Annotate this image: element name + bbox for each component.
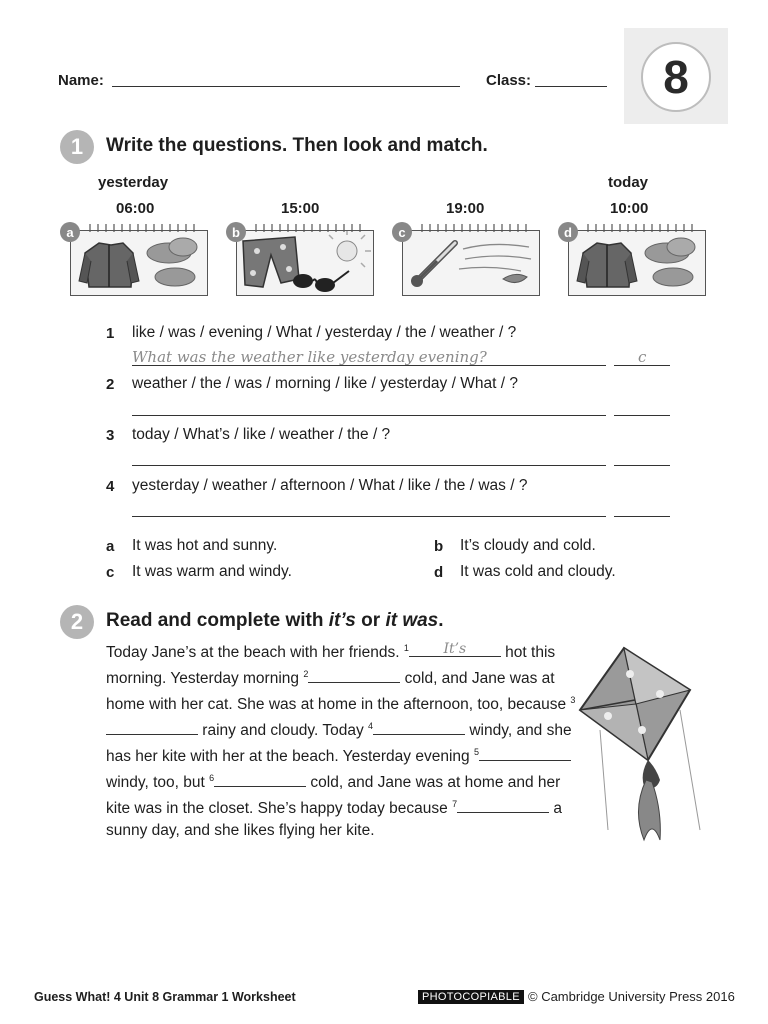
picture-b-time: 15:00 [281, 200, 320, 217]
picture-b [236, 230, 374, 296]
option-b-letter: b [434, 538, 444, 555]
exercise-2-title-it-was: it was [385, 610, 439, 631]
blank-2[interactable] [308, 668, 400, 683]
yesterday-label: yesterday [98, 174, 169, 191]
option-c-text: It was warm and windy. [132, 563, 292, 580]
exercise-2-title [106, 610, 444, 632]
class-field[interactable] [535, 86, 607, 87]
today-label: today [608, 174, 649, 191]
question-1-match-line[interactable] [614, 365, 670, 366]
paragraph-text-6: windy, too, but [106, 773, 210, 791]
copyright-text: © Cambridge University Press 2016 [528, 989, 735, 1004]
option-d-letter: d [434, 564, 444, 581]
blank-1[interactable] [409, 642, 501, 657]
exercise-2-title-post: . [438, 610, 444, 631]
blank-7[interactable] [457, 798, 549, 813]
blank-6-number: 6 [209, 772, 215, 783]
picture-c-time: 19:00 [446, 200, 485, 217]
photocopiable-badge: PHOTOCOPIABLE [418, 990, 524, 1004]
picture-a-time: 06:00 [116, 200, 155, 217]
picture-d-letter: d [558, 222, 578, 242]
blank-6[interactable] [214, 772, 306, 787]
name-field[interactable] [112, 86, 460, 87]
paragraph-text-2: hot this morning. Yesterday morning [106, 644, 556, 688]
warm-windy-thermometer-icon [403, 231, 539, 295]
question-2-answer-line[interactable] [132, 415, 606, 416]
blank-3[interactable] [106, 720, 198, 735]
kite-illustration [560, 630, 720, 850]
exercise-2-title-its: it’s [328, 610, 356, 631]
question-1-match: c [638, 348, 647, 366]
exercise-2-paragraph [106, 638, 576, 841]
option-c-letter: c [106, 564, 115, 581]
paragraph-text-4: rainy and cloudy. Today [198, 722, 369, 740]
question-2-number: 2 [106, 376, 115, 393]
question-3-match-line[interactable] [614, 465, 670, 466]
name-label: Name: [58, 72, 104, 89]
blank-7-number: 7 [452, 798, 458, 809]
question-2-match-line[interactable] [614, 415, 670, 416]
exercise-2-title-mid: or [355, 610, 386, 631]
exercise-2-number: 2 [60, 605, 94, 639]
picture-b-spiral-binding [236, 222, 372, 232]
option-b-text: It’s cloudy and cold. [460, 537, 596, 554]
paragraph-text-7: cold, and Jane was at home and her kite was in the closet. She’s happy today because [106, 773, 561, 817]
cloudy-cold-jacket-icon [71, 231, 207, 295]
exercise-2-title-pre: Read and complete with [106, 610, 329, 631]
unit-number-badge: 8 [641, 42, 711, 112]
exercise-1-title: Write the questions. Then look and match. [106, 135, 488, 156]
question-4-number: 4 [106, 478, 115, 495]
question-1-answer-line[interactable] [132, 365, 606, 366]
question-1-number: 1 [106, 325, 115, 342]
picture-d-time: 10:00 [610, 200, 649, 217]
footer-worksheet-title: Guess What! 4 Unit 8 Grammar 1 Worksheet [34, 990, 296, 1004]
question-4-match-line[interactable] [614, 516, 670, 517]
picture-d [568, 230, 706, 296]
blank-4-number: 4 [368, 720, 374, 731]
question-4-prompt: yesterday / weather / afternoon / What / like / the / was / ? [132, 477, 528, 494]
paragraph-text-1: Today Jane’s at the beach with her friends. [106, 644, 404, 662]
picture-b-letter: b [226, 222, 246, 242]
blank-5[interactable] [479, 746, 571, 761]
option-a-letter: a [106, 538, 115, 555]
option-d-text: It was cold and cloudy. [460, 563, 616, 580]
question-3-number: 3 [106, 427, 115, 444]
question-1-prompt: like / was / evening / What / yesterday / the / weather / ? [132, 324, 517, 341]
picture-d-spiral-binding [568, 222, 704, 232]
question-1-answer: What was the weather like yesterday evening? [132, 348, 487, 366]
exercise-1-number: 1 [60, 130, 94, 164]
picture-c [402, 230, 540, 296]
question-2-prompt: weather / the / was / morning / like / yesterday / What / ? [132, 375, 518, 392]
picture-c-spiral-binding [402, 222, 538, 232]
cold-cloudy-jacket-icon [569, 231, 705, 295]
picture-c-letter: c [392, 222, 412, 242]
option-a-text: It was hot and sunny. [132, 537, 278, 554]
blank-3-number: 3 [570, 694, 576, 705]
paragraph-text-8: a sunny day, and she likes flying her kite. [106, 799, 563, 839]
picture-a-spiral-binding [70, 222, 206, 232]
hot-sunny-shorts-icon [237, 231, 373, 295]
blank-1-number: 1 [403, 643, 409, 653]
blank-2-number: 2 [303, 668, 309, 679]
blank-5-number: 5 [473, 746, 479, 757]
question-4-answer-line[interactable] [132, 516, 606, 517]
blank-1-answer: It’s [443, 641, 467, 658]
question-3-answer-line[interactable] [132, 465, 606, 466]
blank-4[interactable] [373, 720, 465, 735]
paragraph-text-3: cold, and Jane was at home with her cat. She was at home in the afternoon, too, because [106, 670, 571, 714]
paragraph-text-5: windy, and she has her kite with her at the beach. Yesterday evening [106, 722, 572, 765]
picture-a [70, 230, 208, 296]
class-label: Class: [486, 72, 532, 89]
picture-a-letter: a [60, 222, 80, 242]
question-3-prompt: today / What’s / like / weather / the / ? [132, 426, 391, 443]
